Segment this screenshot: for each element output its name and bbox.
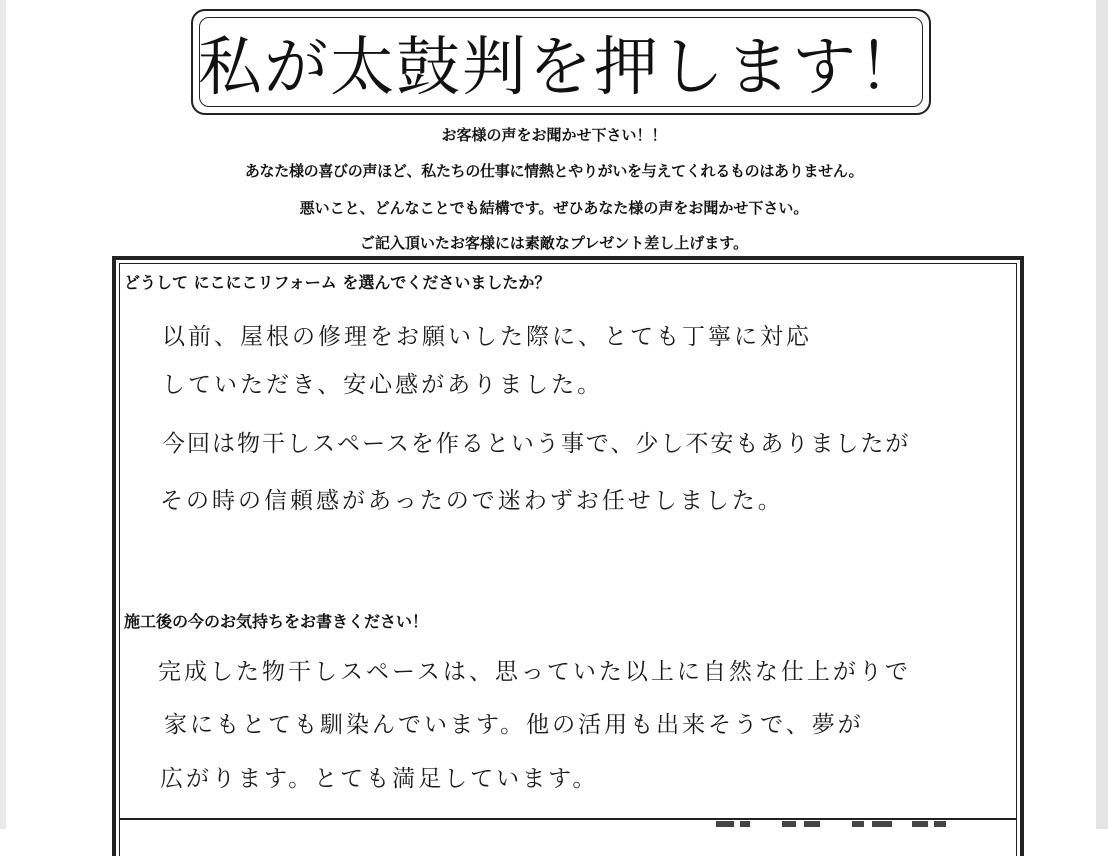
page-title: 私が太鼓判を押します！ <box>198 31 924 105</box>
answer-1-line-4: その時の信頼感があったので迷わずお任せしました。 <box>160 488 784 514</box>
answer-2-line-2: 家にもとても馴染んでいます。他の活用も出来そうで、夢が <box>164 712 864 738</box>
question-1-label: どうして にこにこリフォーム を選んでくださいましたか？ <box>124 273 551 292</box>
intro-line-2: あなた様の喜びの声ほど、私たちの仕事に情熱とやりがいを与えてくれるものはありません。 <box>244 162 864 180</box>
intro-line-4: ご記入頂いたお客様には素敵なプレゼント差し上げます。 <box>359 234 749 252</box>
question-2-label: 施工後の今のお気持ちをお書きください！ <box>124 612 429 631</box>
answer-1-line-1: 以前、屋根の修理をお願いした際に、とても丁寧に対応 <box>162 324 812 350</box>
answer-1-line-3: 今回は物干しスペースを作るという事で、少し不安もありましたが <box>162 431 911 457</box>
title-inner-frame <box>199 17 923 107</box>
section-divider <box>120 818 1016 820</box>
scan-right-edge <box>1096 0 1108 829</box>
title-frame <box>191 9 931 115</box>
answer-1-line-2: していただき、安心感がありました。 <box>162 372 604 398</box>
intro-line-1: お客様の声をお聞かせ下さい！！ <box>441 126 667 144</box>
answer-2-line-1: 完成した物干しスペースは、思っていた以上に自然な仕上がりで <box>158 659 911 685</box>
answer-2-line-3: 広がります。とても満足しています。 <box>160 766 599 792</box>
cropped-text-remnant <box>712 821 952 829</box>
scan-left-edge <box>0 0 6 829</box>
intro-line-3: 悪いこと、どんなことでも結構です。ぜひあなた様の声をお聞かせ下さい。 <box>299 199 809 217</box>
